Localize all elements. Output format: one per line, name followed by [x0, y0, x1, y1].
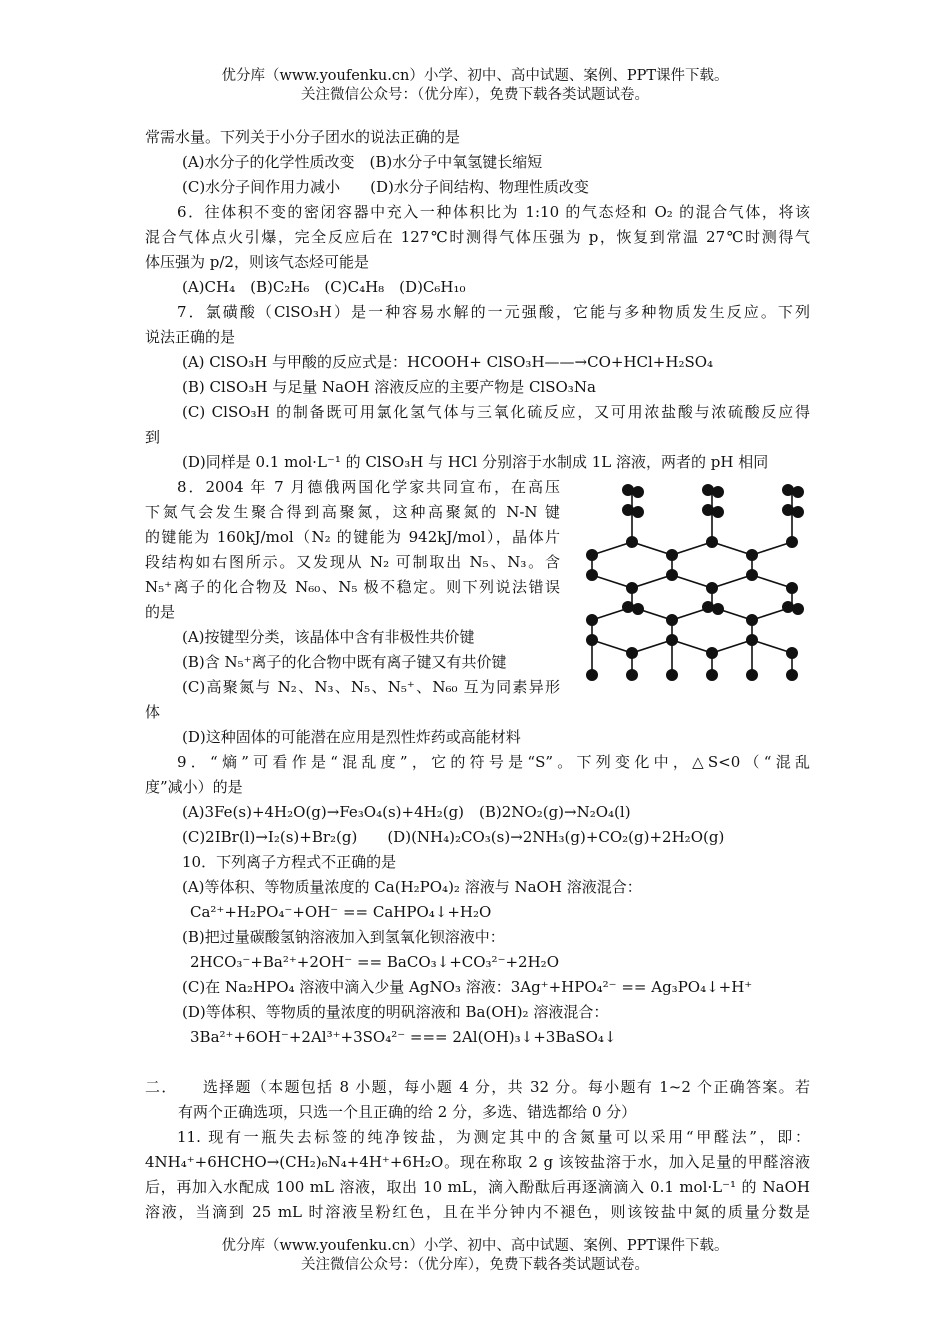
question-7: 7．氯磺酸（ClSO₃H）是一种容易水解的一元强酸，它能与多种物质发生反应。下列 [177, 303, 810, 321]
option-line: (C)水分子间作用力减小 (D)水分子间结构、物理性质改变 [182, 178, 589, 196]
option-line: (D)等体积、等物质的量浓度的明矾溶液和 Ba(OH)₂ 溶液混合： [182, 1003, 609, 1021]
option-line: (D)同样是 0.1 mol·L⁻¹ 的 ClSO₃H 与 HCl 分别溶于水制成 1L 溶液，两者的 pH 相同 [182, 453, 769, 471]
text-line: 度”减小）的是 [145, 778, 243, 796]
text-line: 有两个正确选项，只选一个且正确的给 2 分，多选、错选都给 0 分） [178, 1103, 637, 1121]
text-line: 下氮气会发生聚合得到高聚氮，这种高聚氮的 N-N 键 [145, 503, 560, 521]
option-line: (B)把过量碳酸氢钠溶液加入到氢氧化钡溶液中： [182, 928, 505, 946]
text-line: 4NH₄⁺+6HCHO→(CH₂)₆N₄+4H⁺+6H₂O。现在称取 2 g 该铵盐溶于水，加入足量的甲醛溶液 [145, 1153, 810, 1171]
option-line: (B)含 N₅⁺离子的化合物中既有离子键又有共价键 [182, 653, 507, 671]
text-line: 的是 [145, 603, 176, 621]
text-line: 段结构如右图所示。又发现从 N₂ 可制取出 N₅、N₃。含 [145, 553, 560, 571]
text-line: 说法正确的是 [145, 328, 236, 346]
text-line: 混合气体点火引爆，完全反应后在 127℃时测得气体压强为 p，恢复到常温 27℃时测得气 [145, 228, 810, 246]
question-6: 6．往体积不变的密闭容器中充入一种体积比为 1:10 的气态烃和 O₂ 的混合气体，将该 [177, 203, 810, 221]
text-line: 后，再加入水配成 100 mL 溶液，取出 10 mL，滴入酚酞后再逐滴滴入 0.1 mol·L⁻¹ 的 NaOH [145, 1178, 810, 1196]
option-line: (C)2IBr(l)→I₂(s)+Br₂(g) (D)(NH₄)₂CO₃(s)→2NH₃(g)+CO₂(g)+2H₂O(g) [182, 828, 725, 846]
text-line: N₅⁺离子的化合物及 N₆₀、N₅ 极不稳定。则下列说法错误 [145, 578, 560, 596]
option-line: (A)按键型分类，该晶体中含有非极性共价键 [182, 628, 475, 646]
header-line-2: 关注微信公众号：（优分库），免费下载各类试题试卷。 [301, 87, 649, 103]
text-line: 的键能为 160kJ/mol（N₂ 的键能为 942kJ/mol），晶体片 [145, 528, 560, 546]
option-line: (B) ClSO₃H 与足量 NaOH 溶液反应的主要产物是 ClSO₃Na [182, 378, 596, 396]
section-2-heading: 二． 选择题（本题包括 8 小题，每小题 4 分，共 32 分。每小题有 1~2 个正确答案。若 [145, 1078, 810, 1096]
crystal-structure-figure [582, 480, 812, 690]
option-line: (C) ClSO₃H 的制备既可用氯化氢气体与三氧化硫反应，又可用浓盐酸与浓硫酸反应得 [182, 403, 810, 421]
equation-line: 3Ba²⁺+6OH⁻+2Al³⁺+3SO₄²⁻ === 2Al(OH)₃↓+3BaSO₄↓ [190, 1028, 617, 1046]
footer-line-2: 关注微信公众号：（优分库），免费下载各类试题试卷。 [301, 1257, 649, 1273]
option-line: (A)等体积、等物质量浓度的 Ca(H₂PO₄)₂ 溶液与 NaOH 溶液混合： [182, 878, 642, 896]
option-line: (A)3Fe(s)+4H₂O(g)→Fe₃O₄(s)+4H₂(g) (B)2NO₂(g)→N₂O₄(l) [182, 803, 631, 821]
question-10: 10．下列离子方程式不正确的是 [182, 853, 397, 871]
option-line: (A) ClSO₃H 与甲酸的反应式是：HCOOH+ ClSO₃H——→CO+HCl+H₂SO₄ [182, 353, 714, 371]
question-9: 9．“熵”可看作是“混乱度”，它的符号是“S”。下列变化中，△S<0（“混乱 [177, 753, 810, 771]
option-line: (C)高聚氮与 N₂、N₃、N₅、N₅⁺、N₆₀ 互为同素异形 [182, 678, 560, 696]
text-line: 体 [145, 703, 161, 721]
option-line: (A)水分子的化学性质改变 (B)水分子中氧氢键长缩短 [182, 153, 543, 171]
header-line-1: 优分库（www.youfenku.cn）小学、初中、高中试题、案例、PPT课件下载。 [221, 68, 729, 84]
equation-line: 2HCO₃⁻+Ba²⁺+2OH⁻ == BaCO₃↓+CO₃²⁻+2H₂O [190, 953, 559, 971]
text-line: 常需水量。下列关于小分子团水的说法正确的是 [145, 128, 461, 146]
option-line: (C)在 Na₂HPO₄ 溶液中滴入少量 AgNO₃ 溶液：3Ag⁺+HPO₄²⁻ == Ag₃PO₄↓+H⁺ [182, 978, 753, 996]
text-line: 到 [145, 428, 161, 446]
option-line: (D)这种固体的可能潜在应用是烈性炸药或高能材料 [182, 728, 521, 746]
footer-line-1: 优分库（www.youfenku.cn）小学、初中、高中试题、案例、PPT课件下载。 [221, 1238, 729, 1254]
question-11: 11. 现有一瓶失去标签的纯净铵盐，为测定其中的含氮量可以采用“甲醛法”，即： [177, 1128, 810, 1146]
question-8: 8．2004 年 7 月德俄两国化学家共同宣布，在高压 [177, 478, 560, 496]
equation-line: Ca²⁺+H₂PO₄⁻+OH⁻ == CaHPO₄↓+H₂O [190, 903, 492, 921]
option-line: (A)CH₄ (B)C₂H₆ (C)C₄H₈ (D)C₆H₁₀ [182, 278, 466, 296]
text-line: 溶液，当滴到 25 mL 时溶液呈粉红色，且在半分钟内不褪色，则该铵盐中氮的质量分数是 [145, 1203, 810, 1221]
text-line: 体压强为 p/2，则该气态烃可能是 [145, 253, 369, 271]
